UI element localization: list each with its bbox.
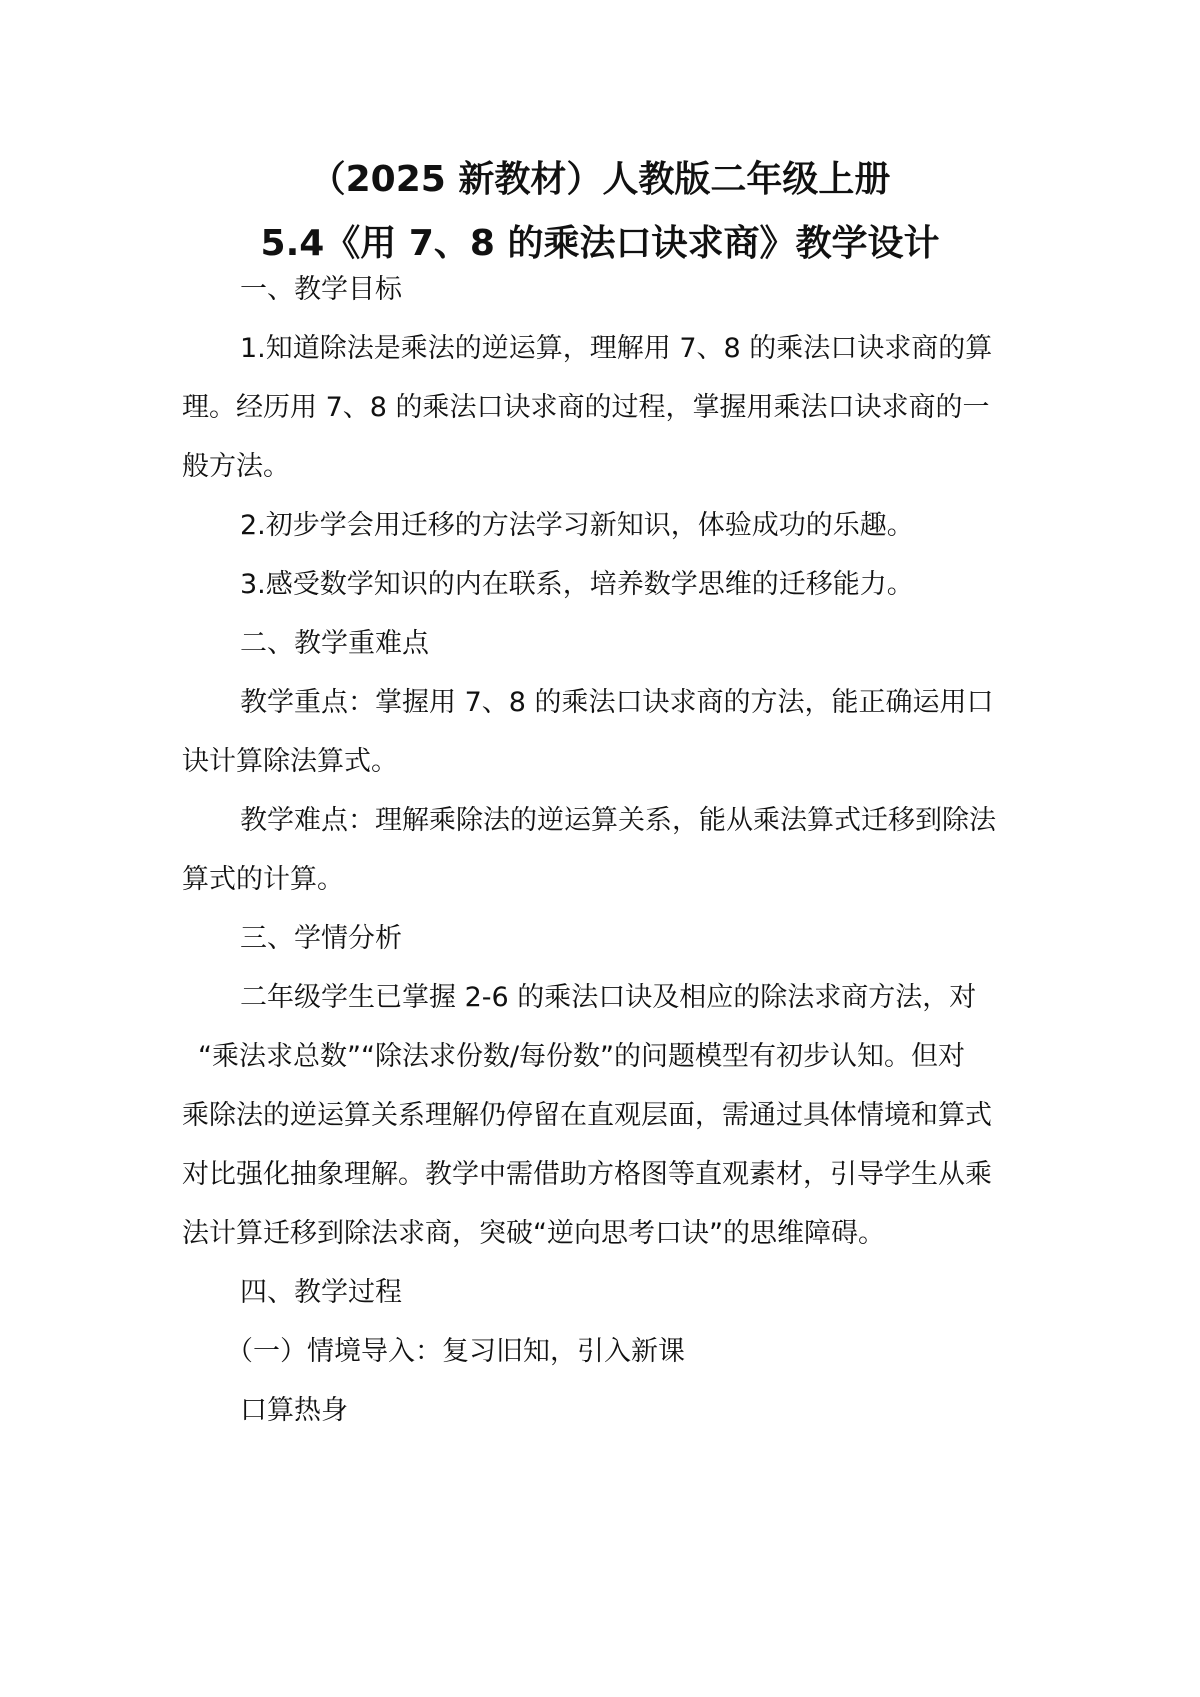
difficult-point-line-1: 教学难点：理解乘除法的逆运算关系，能从乘法算式迁移到除法 [240,805,996,836]
section-heading-teaching-goals: 一、教学目标 [240,274,402,305]
analysis-line-3: 乘除法的逆运算关系理解仍停留在直观层面，需通过具体情境和算式 [182,1100,992,1131]
analysis-line-4: 对比强化抽象理解。教学中需借助方格图等直观素材，引导学生从乘 [182,1159,992,1190]
goal-1-line-2: 理。经历用 7、8 的乘法口诀求商的过程，掌握用乘法口诀求商的一 [182,392,990,423]
subsection-heading-situation-intro: （一）情境导入：复习旧知，引入新课 [226,1336,685,1367]
goal-1-line-3: 般方法。 [182,451,290,482]
difficult-point-line-2: 算式的计算。 [182,864,344,895]
document-title-line-1: （2025 新教材）人教版二年级上册 [309,159,891,200]
analysis-line-2: “乘法求总数”“除法求份数/每份数”的问题模型有初步认知。但对 [198,1041,966,1072]
section-heading-teaching-process: 四、教学过程 [240,1277,402,1308]
document-title-line-2: 5.4《用 7、8 的乘法口诀求商》教学设计 [260,223,940,264]
section-heading-key-difficult-points: 二、教学重难点 [240,628,429,659]
key-point-line-2: 诀计算除法算式。 [182,746,398,777]
goal-3: 3.感受数学知识的内在联系，培养数学思维的迁移能力。 [240,569,914,600]
warmup-label: 口算热身 [240,1395,348,1426]
key-point-line-1: 教学重点：掌握用 7、8 的乘法口诀求商的方法，能正确运用口 [240,687,994,718]
analysis-line-5: 法计算迁移到除法求商，突破“逆向思考口诀”的思维障碍。 [182,1218,885,1249]
goal-2: 2.初步学会用迁移的方法学习新知识，体验成功的乐趣。 [240,510,914,541]
analysis-line-1: 二年级学生已掌握 2-6 的乘法口诀及相应的除法求商方法，对 [240,982,977,1013]
section-heading-student-analysis: 三、学情分析 [240,923,402,954]
goal-1-line-1: 1.知道除法是乘法的逆运算，理解用 7、8 的乘法口诀求商的算 [240,333,993,364]
